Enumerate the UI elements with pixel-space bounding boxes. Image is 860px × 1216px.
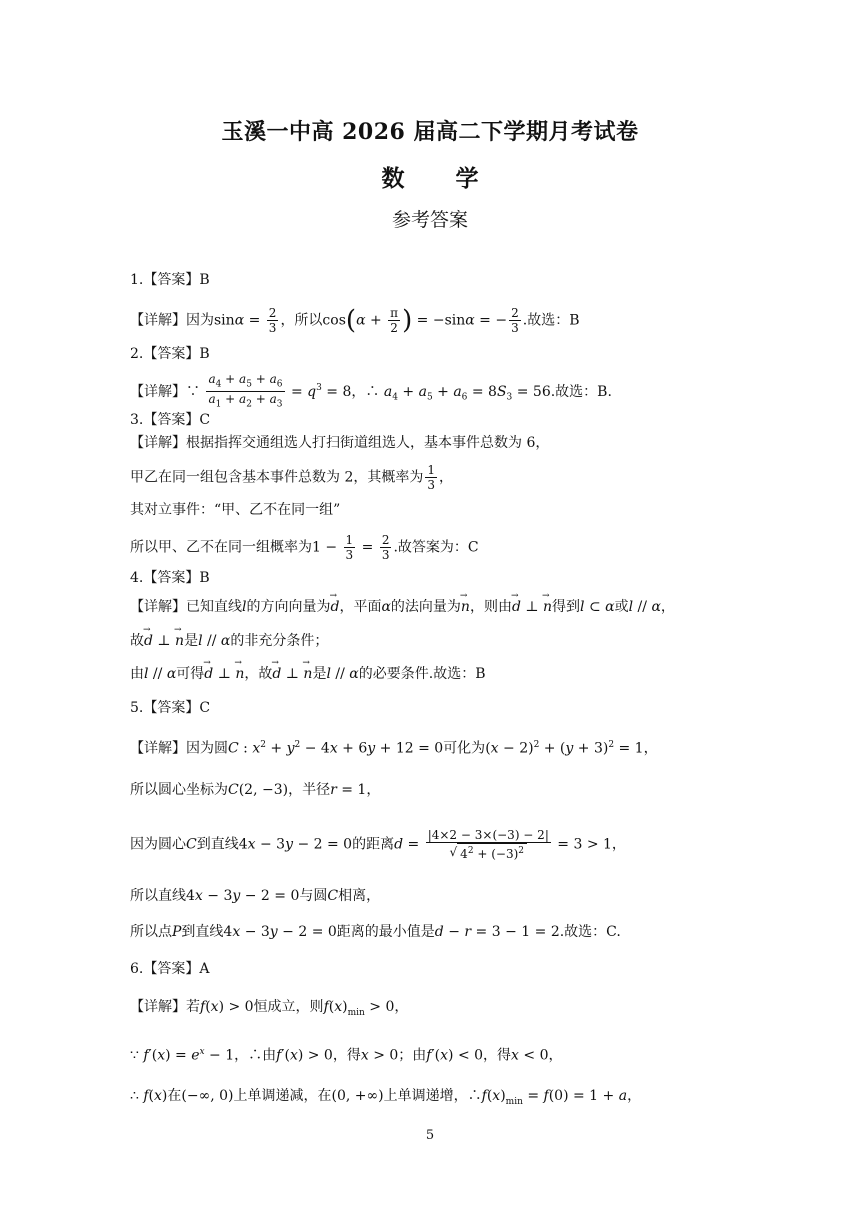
q3-line4: 所以甲、乙不在同一组概率为1 − $\frac{1}{3}$ = $\frac{2}{3}$ .故答案为：C bbox=[130, 533, 479, 562]
q4-line1: 【详解】已知直线l的方向向量为→ d，平面α的法向量为→ n，则由→ d ⊥ → n得到l ⊂ α或l // α， bbox=[130, 597, 750, 617]
q4-line3: 由l // α可得→ d ⊥ → n，故→ d ⊥ → n是l // α的必要条件.故选：B bbox=[130, 664, 750, 684]
q3-line1: 【详解】根据指挥交通组选人打扫街道组选人，基本事件总数为 6， bbox=[130, 435, 550, 451]
page-number: 5 bbox=[425, 1128, 435, 1143]
q6-line3: ∴ f(x)在(−∞, 0)上单调递减，在(0, +∞)上单调递增，$\therefore f(x)_{min} = f(0) = 1 + a$， bbox=[130, 1088, 642, 1107]
q2-detail: 【详解】∵ $\frac{a_4 + a_5 + a_6}{a_1 + a_2 + a_3}$ = $q^3 = 8$，∴ $a_4 + a_5 + a_6 = 8S_3 = 56$.故选：B. bbox=[130, 372, 612, 410]
q5-line4: 所以直线4x − 3y − 2 = 0与圆C相离， bbox=[130, 888, 381, 904]
q3-line3: 其对立事件：“甲、乙不在同一组” bbox=[130, 502, 341, 518]
exam-title: 玉溪一中高 2026 届高二下学期月考试卷 bbox=[221, 119, 639, 145]
q6-answer: 6.【答案】A bbox=[130, 961, 210, 977]
q5-line5: 所以点P到直线4x − 3y − 2 = 0距离的最小值是d − r = 3 − 1 = 2.故选：C. bbox=[130, 924, 621, 940]
answer-key-subtitle: 参考答案 bbox=[391, 209, 468, 231]
q6-line1: 【详解】若f(x) > 0恒成立，则$f(x)_{min} > 0$， bbox=[130, 999, 409, 1018]
q1-answer: 1.【答案】B bbox=[130, 272, 210, 288]
subject-title: 数 学 bbox=[381, 165, 493, 192]
q3-line2: 甲乙在同一组包含基本事件总数为 2，其概率为 $\frac{1}{3}$ ， bbox=[130, 463, 453, 492]
q4-line2: 故→ d ⊥ → n是l // α的非充分条件； bbox=[130, 631, 750, 651]
q5-line2: 所以圆心坐标为C(2, −3)，半径r = 1， bbox=[130, 782, 381, 798]
q5-answer: 5.【答案】C bbox=[130, 700, 211, 716]
q4-answer: 4.【答案】B bbox=[130, 570, 210, 586]
q3-answer: 3.【答案】C bbox=[130, 412, 211, 428]
q6-line2: ∵ $f'(x) = e^x - 1$，∴由f′(x) > 0，得x > 0；由f′(x) < 0，得x < 0， bbox=[130, 1047, 563, 1064]
q1-detail: 【详解】因为sinα = $\frac{2}{3}$ ，所以cos(α + $\frac{\pi}{2}$ ) = −sinα = − $\frac{2}{3}$ .故选：B bbox=[130, 305, 580, 336]
q2-answer: 2.【答案】B bbox=[130, 346, 210, 362]
q5-line1: 【详解】因为圆C : $x^2 + y^2 - 4x + 6y + 12 = 0$可化为$(x - 2)^2 + (y + 3)^2 = 1$， bbox=[130, 740, 658, 757]
q5-line3: 因为圆心C到直线4x − 3y − 2 = 0的距离d = |4×2 − 3×(−3) − 2| √ $4^2 + (-3)^2$ = 3 > 1， bbox=[130, 828, 626, 861]
